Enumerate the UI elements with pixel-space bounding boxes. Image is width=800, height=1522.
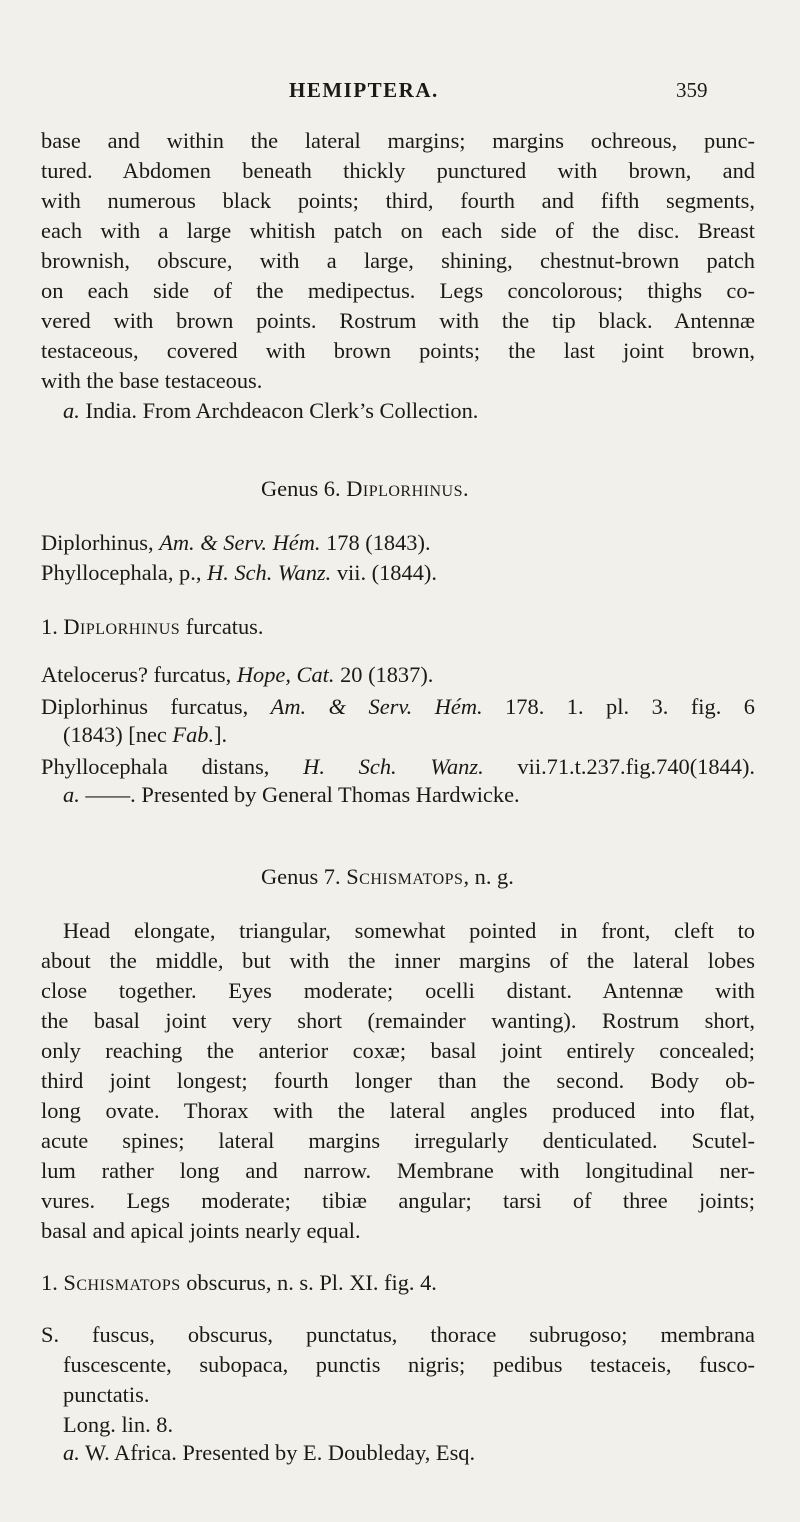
text-line: lum rather long and narrow. Membrane with longitudinal ner-: [41, 1158, 755, 1183]
latin-diagnosis-line: S. fuscus, obscurus, punctatus, thorace subrugoso; membrana: [41, 1322, 755, 1347]
text-line: vered with brown points. Rostrum with the tip black. Antennæ: [41, 308, 755, 333]
genus-7-heading: Genus 7. Schismatops, n. g.: [261, 864, 514, 889]
synonym-line: Phyllocephala, p., H. Sch. Wanz. vii. (1844).: [41, 560, 437, 585]
specimen-line: a. W. Africa. Presented by E. Doubleday, Esq.: [63, 1440, 476, 1465]
latin-diagnosis-line: fuscescente, subopaca, punctis nigris; pedibus testaceis, fusco-: [63, 1352, 755, 1377]
text-line: brownish, obscure, with a large, shining, chestnut-brown patch: [41, 248, 755, 273]
text-line: third joint longest; fourth longer than the second. Body ob-: [41, 1068, 755, 1093]
text-line: base and within the lateral margins; margins ochreous, punc-: [41, 128, 755, 153]
length-line: Long. lin. 8.: [63, 1412, 174, 1437]
species-heading: 1. Diplorhinus furcatus.: [41, 614, 264, 639]
latin-diagnosis-line: punctatis.: [63, 1382, 150, 1407]
text-line: about the middle, but with the inner margins of the lateral lobes: [41, 948, 755, 973]
text-line: basal and apical joints nearly equal.: [41, 1218, 361, 1243]
text-line: testaceous, covered with brown points; the last joint brown,: [41, 338, 755, 363]
reference-line: (1843) [nec Fab.].: [63, 722, 228, 747]
text-line: Head elongate, triangular, somewhat pointed in front, cleft to: [63, 918, 755, 943]
reference-line: Phyllocephala distans, H. Sch. Wanz. vii.71.t.237.fig.740(1844).: [41, 754, 756, 779]
text-line: only reaching the anterior coxæ; basal joint entirely concealed;: [41, 1038, 755, 1063]
text-line: close together. Eyes moderate; ocelli distant. Antennæ with: [41, 978, 755, 1003]
species-heading: 1. Schismatops obscurus, n. s. Pl. XI. fig. 4.: [41, 1270, 437, 1295]
text-line: each with a large whitish patch on each side of the disc. Breast: [41, 218, 755, 243]
running-title: HEMIPTERA.: [289, 78, 439, 102]
specimen-line: a. ——. Presented by General Thomas Hardwicke.: [63, 782, 520, 807]
text-line: the basal joint very short (remainder wanting). Rostrum short,: [41, 1008, 755, 1033]
text-line: with the base testaceous.: [41, 368, 263, 393]
reference-line: Diplorhinus furcatus, Am. & Serv. Hém. 178. 1. pl. 3. fig. 6: [41, 694, 755, 719]
genus-6-heading: Genus 6. Diplorhinus.: [261, 476, 470, 501]
specimen-line: a. India. From Archdeacon Clerk’s Collection.: [63, 398, 479, 423]
text-line: on each side of the medipectus. Legs concolorous; thighs co-: [41, 278, 755, 303]
synonym-line: Diplorhinus, Am. & Serv. Hém. 178 (1843).: [41, 530, 431, 555]
page-number: 359: [676, 78, 708, 102]
text-line: tured. Abdomen beneath thickly punctured with brown, and: [41, 158, 755, 183]
text-line: vures. Legs moderate; tibiæ angular; tarsi of three joints;: [41, 1188, 755, 1213]
text-line: with numerous black points; third, fourth and fifth segments,: [41, 188, 755, 213]
page-header: [0, 78, 800, 108]
text-line: long ovate. Thorax with the lateral angles produced into flat,: [41, 1098, 755, 1123]
reference-line: Atelocerus? furcatus, Hope, Cat. 20 (1837).: [41, 662, 434, 687]
text-line: acute spines; lateral margins irregularly denticulated. Scutel-: [41, 1128, 755, 1153]
